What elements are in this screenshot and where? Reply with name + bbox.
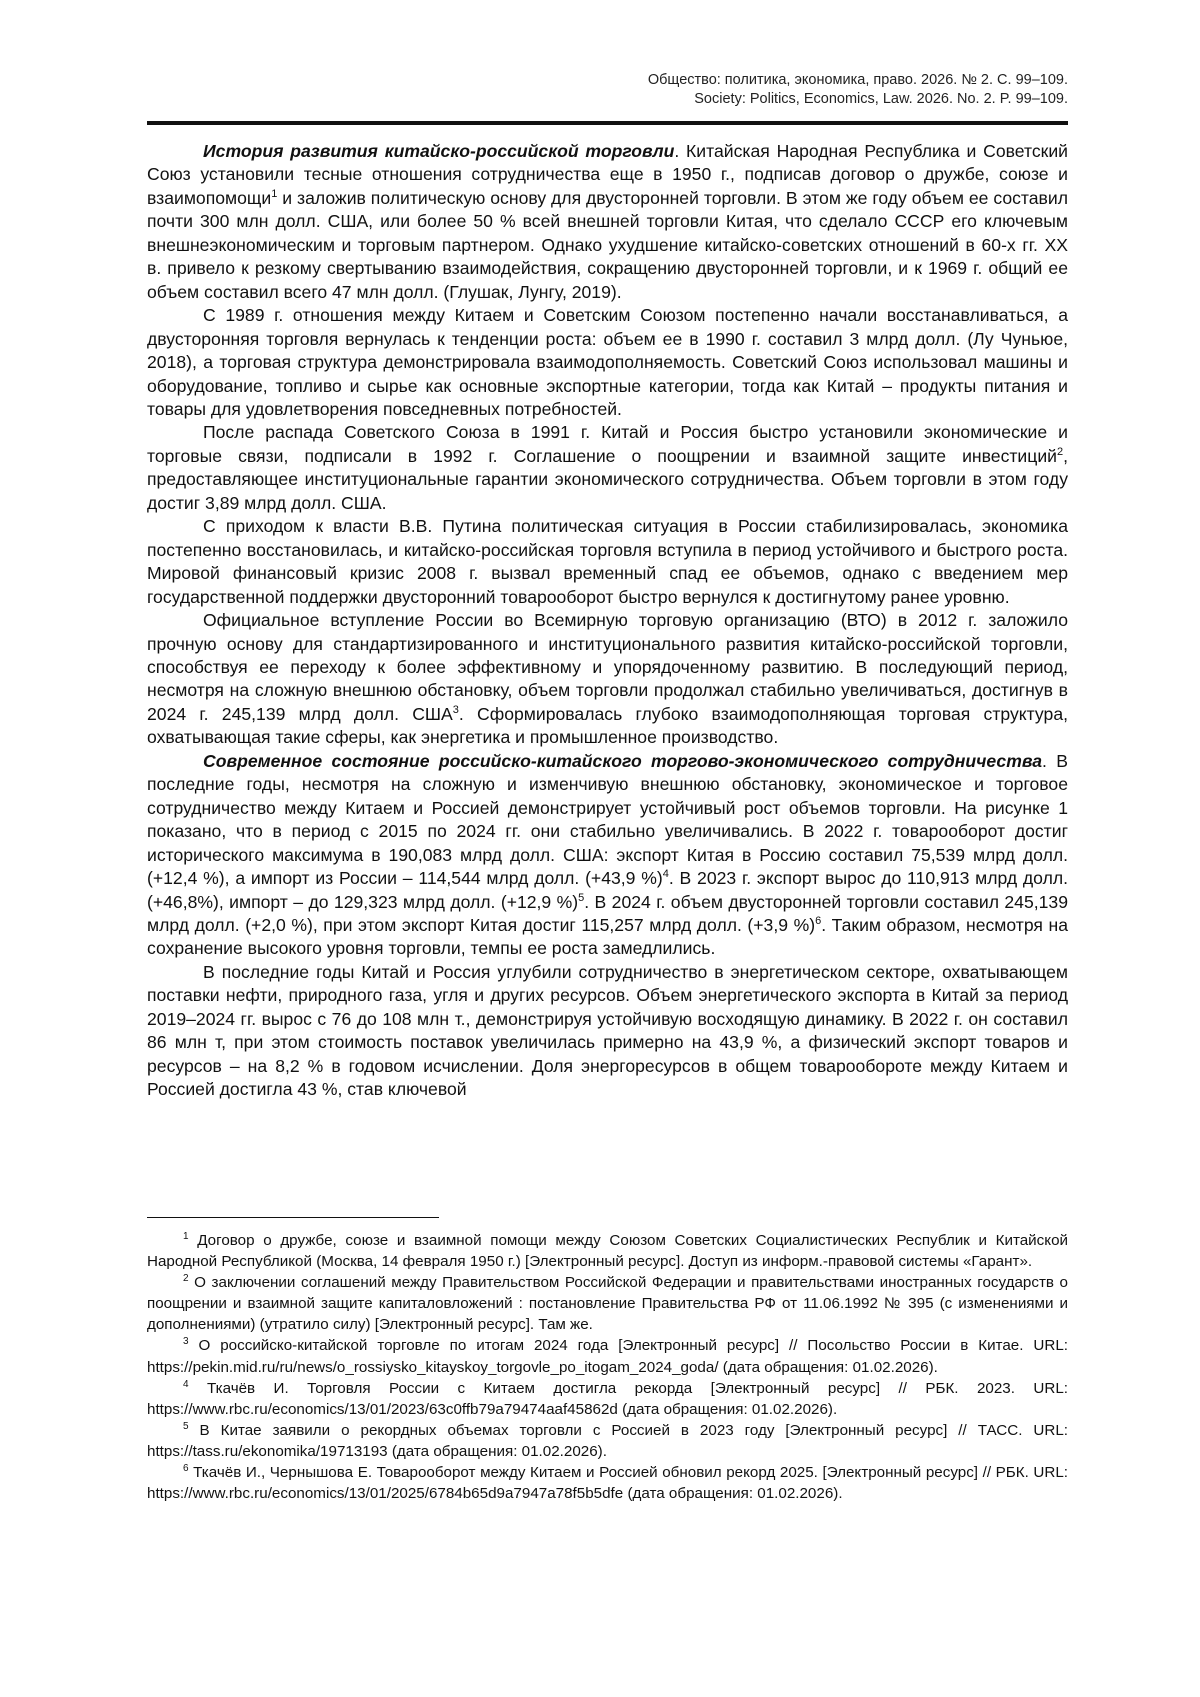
footnote-separator bbox=[147, 1217, 439, 1218]
paragraph-history: История развития китайско-российской торговли. Китайская Народная Республика и Советский Союз установили тесные отношения сотрудничества еще в 1950 г., подписав договор о дружбе, союзе и взаимопомощи$^1$ и заложив политическую основу для двусторонней торговли. В этом же году объем ее составил почти 300 млн долл. США, или более 50 % всей внешней торговли Китая, что сделало СССР его ключевым внешнеэкономическим и торговым партнером. Однако ухудшение китайско-советских отношений в 60-х гг. XX в. привело к резкому свертыванию взаимодействия, сокращению двусторонней торговли, и к 1969 г. общий ее объем составил всего 47 млн долл. (Глушак, Лунгу, 2019). bbox=[147, 141, 1069, 302]
footnote-ref-2[interactable]: 2 bbox=[1056, 446, 1064, 459]
footnote-1: $^1$ Договор о дружбе, союзе и взаимной помощи между Союзом Советских Социалистических Республик и Китайской Народной Республикой (Москва, 14 февраля 1950 г.) [Электронный ресурс]. Доступ из информ.-правовой системы «Гарант». bbox=[147, 1230, 1068, 1271]
running-head-ru: Общество: политика, экономика, право. 2026. № 2. С. 99–109. bbox=[647, 72, 1068, 88]
footnote-6: $^6$ Ткачёв И., Чернышова Е. Товарооборот между Китаем и Россией обновил рекорд 2025. [Электронный ресурс] // РБК. URL: https://www.rbc.ru/economics/13/01/2025/6784b65d9a7947a78f5b5dfe (дата обращения: 01.02.2026). bbox=[147, 1462, 1068, 1503]
footnote-2: $^2$ О заключении соглашений между Правительством Российской Федерации и правительствами иностранных государств о поощрении и взаимной защите капиталовложений : постановление Правительства РФ от 11.06.1992 № 395 (с изменениями и дополнениями) (утратило силу) [Электронный ресурс]. Там же. bbox=[147, 1273, 1068, 1334]
paragraph-energy: В последние годы Китай и Россия углубили сотрудничество в энергетическом секторе, охватывающем поставки нефти, природного газа, угля и других ресурсов. Объем энергетического экспорта в Китай за период 2019–2024 гг. вырос с 76 до 108 млн т., демонстрируя устойчивую восходящую динамику. В 2022 г. он составил 86 млн т, при этом стоимость поставок увеличилась примерно на 43,9 %, а физический экспорт товаров и ресурсов – на 8,2 % в годовом исчислении. Доля энергоресурсов в общем товарообороте между Китаем и Россией достигла 43 %, став ключевой bbox=[147, 961, 1068, 1100]
footnote-ref-6[interactable]: 6 bbox=[815, 915, 822, 928]
running-head-en: Society: Politics, Economics, Law. 2026. No. 2. P. 99–109. bbox=[694, 91, 1068, 107]
footnote-ref-1[interactable]: 1 bbox=[271, 188, 278, 201]
footnote-ref-4[interactable]: 4 bbox=[662, 868, 669, 881]
paragraph-putin: С приходом к власти В.В. Путина политическая ситуация в России стабилизировалась, экономика постепенно восстановилась, и китайско-российская торговля вступила в период устойчивого и быстрого роста. Мировой финансовый кризис 2008 г. вызвал временный спад ее объемов, однако с введением мер государственной поддержки двусторонний товарооборот быстро вернулся к достигнутому ранее уровню. bbox=[147, 516, 1068, 607]
header-rule bbox=[147, 121, 1068, 125]
footnote-3: $^3$ О российско-китайской торговле по итогам 2024 года [Электронный ресурс] // Посольство России в Китае. URL: https://pekin.mid.ru/ru/news/o_rossiysko_kitayskoy_torgovle_po_itogam_2024_goda/ (дата обращения: 01.02.2026). bbox=[147, 1336, 1068, 1376]
paragraph-1989: С 1989 г. отношения между Китаем и Советским Союзом постепенно начали восстанавливаться, а двусторонняя торговля вернулась к тенденции роста: объем ее в 1990 г. составил 3 млрд долл. (Лу Чуньюе, 2018), а торговая структура демонстрировала взаимодополняемость. Советский Союз использовал машины и оборудование, топливо и сырье как основные экспортные категории, тогда как Китай – продукты питания и товары для удовлетворения повседневных потребностей. bbox=[147, 305, 1068, 419]
paragraph-wto: Официальное вступление России во Всемирную торговую организацию (ВТО) в 2012 г. заложило прочную основу для стандартизированного и институционального развития китайско-российской торговли, способствуя ее переходу к более эффективному и упорядоченному развитию. В последующий период, несмотря на сложную внешнюю обстановку, объем торговли продолжал стабильно увеличиваться, достигнув в 2024 г. 245,139 млрд долл. США$^3$. Сформировалась глубоко взаимодополняющая торговая структура, охватывающая такие сферы, как энергетика и промышленное производство. bbox=[147, 610, 1068, 748]
paragraph-1991: После распада Советского Союза в 1991 г. Китай и Россия быстро установили экономические и торговые связи, подписали в 1992 г. Соглашение о поощрении и взаимной защите инвестиций$^2$, предоставляющее институциональные гарантии экономического сотрудничества. Объем торговли в этом году достиг 3,89 млрд долл. США. bbox=[147, 422, 1068, 513]
article-body bbox=[147, 140, 1068, 1102]
footnotes bbox=[147, 1230, 1068, 1504]
section-heading-history: История развития китайско-российской торговли bbox=[203, 141, 675, 161]
footnote-ref-5[interactable]: 5 bbox=[578, 891, 585, 904]
section-heading-current: Современное состояние российско-китайского торгово-экономического сотрудничества bbox=[203, 750, 1043, 771]
footnote-ref-3[interactable]: 3 bbox=[452, 704, 459, 717]
footnote-5: $^5$ В Китае заявили о рекордных объемах торговли с Россией в 2023 году [Электронный ресурс] // ТАСС. URL: https://tass.ru/ekonomika/19713193 (дата обращения: 01.02.2026). bbox=[147, 1420, 1068, 1460]
footnote-4: $^4$ Ткачёв И. Торговля России с Китаем достигла рекорда [Электронный ресурс] // РБК. 2023. URL: https://www.rbc.ru/economics/13/01/2023/63c0ffb79a79474aaf45862d (дата обращения: 01.02.2026). bbox=[147, 1378, 1068, 1418]
paragraph-current-state: Современное состояние российско-китайского торгово-экономического сотрудничества. В последние годы, несмотря на сложную и изменчивую внешнюю обстановку, экономическое и торговое сотрудничество между Китаем и Россией демонстрирует устойчивый рост объемов торговли. На рисунке 1 показано, что в период с 2015 по 2024 гг. они стабильно увеличивались. В 2022 г. товарооборот достиг исторического максимума в 190,083 млрд долл. США: экспорт Китая в Россию составил 75,539 млрд долл. (+12,4 %), а импорт из России – 114,544 млрд долл. (+43,9 %)$^4$. В 2023 г. экспорт вырос до 110,913 млрд долл. (+46,8%), импорт – до 129,323 млрд долл. (+12,9 %)$^5$. В 2024 г. объем двусторонней торговли составил 245,139 млрд долл. (+2,0 %), при этом экспорт Китая достиг 115,257 млрд долл. (+3,9 %)$^6$. Таким образом, несмотря на сохранение высокого уровня торговли, темпы ее роста замедлились. bbox=[147, 750, 1069, 959]
running-head bbox=[648, 71, 1068, 109]
